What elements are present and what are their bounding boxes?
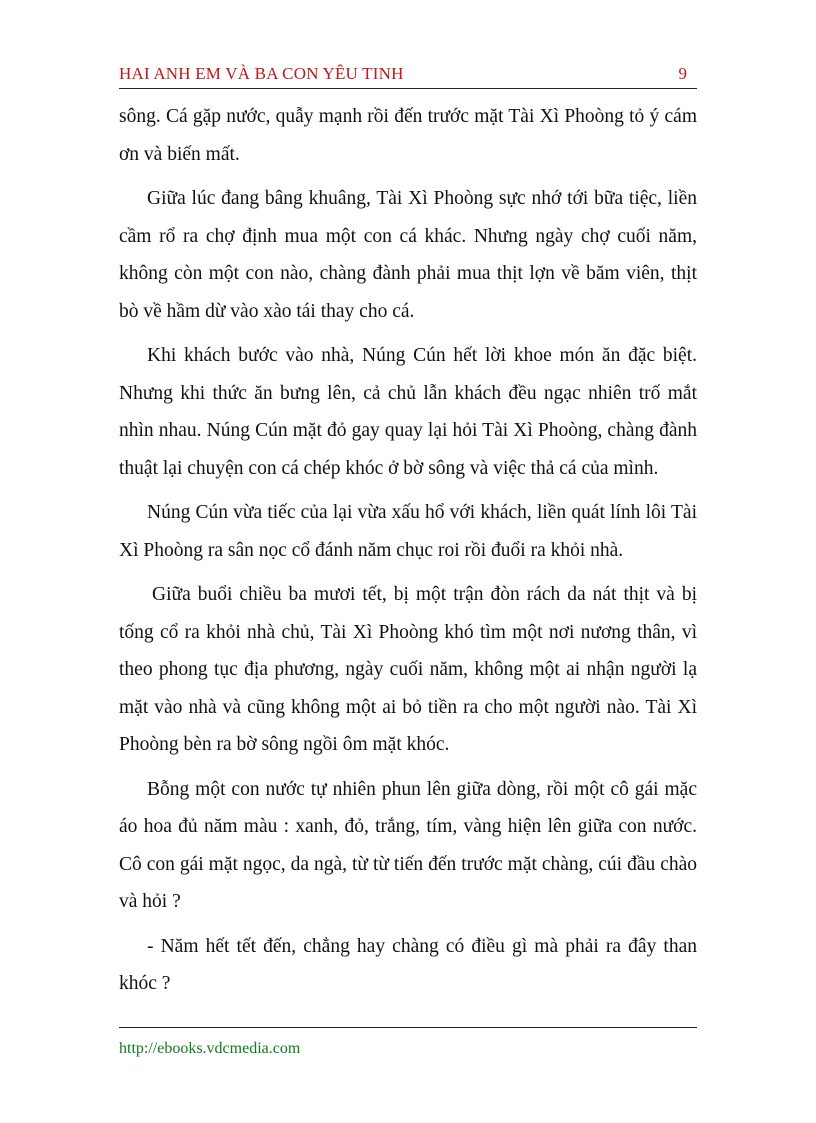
page-number: 9	[678, 64, 687, 83]
footer-divider	[119, 1027, 697, 1028]
paragraph: Giữa lúc đang bâng khuâng, Tài Xì Phoòng sực nhớ tới bữa tiệc, liền cầm rổ ra chợ định mua một con cá khác. Nhưng ngày chợ cuối năm, không còn một con nào, chàng đành phải mua thịt lợn về băm viên, thịt bò về hầm dừ vào xào tái thay cho cá.	[119, 188, 697, 322]
paragraph: Khi khách bước vào nhà, Núng Cún hết lời khoe món ăn đặc biệt. Nhưng khi thức ăn bưng lên, cả chủ lẫn khách đều ngạc nhiên trố mắt nhìn nhau. Núng Cún mặt đỏ gay quay lại hỏi Tài Xì Phoòng, chàng đành thuật lại chuyện con cá chép khóc ở bờ sông và việc thả cá của mình.	[119, 345, 697, 479]
paragraph: Núng Cún vừa tiếc của lại vừa xấu hổ với khách, liền quát lính lôi Tài Xì Phoòng ra sân nọc cổ đánh năm chục roi rồi đuổi ra khỏi nhà.	[119, 502, 697, 561]
running-header	[119, 60, 697, 89]
paragraph: sông. Cá gặp nước, quẫy mạnh rồi đến trước mặt Tài Xì Phoòng tỏ ý cám ơn và biến mất.	[119, 106, 697, 165]
paragraph: Giữa buổi chiều ba mươi tết, bị một trận đòn rách da nát thịt và bị tống cổ ra khỏi nhà chủ, Tài Xì Phoòng khó tìm một nơi nương thân, vì theo phong tục địa phương, ngày cuối năm, không một ai nhận người lạ mặt vào nhà và cũng không một ai bỏ tiền ra cho một người nào. Tài Xì Phoòng bèn ra bờ sông ngồi ôm mặt khóc.	[119, 584, 697, 755]
paragraph: - Năm hết tết đến, chẳng hay chàng có điều gì mà phải ra đây than khóc ?	[119, 935, 697, 994]
body-text	[119, 98, 697, 1010]
paragraph: Bỗng một con nước tự nhiên phun lên giữa dòng, rồi một cô gái mặc áo hoa đủ năm màu : xanh, đỏ, trắng, tím, vàng hiện lên giữa con nước. Cô con gái mặt ngọc, da ngà, từ từ tiến đến trước mặt chàng, cúi đầu chào và hỏi ?	[119, 778, 697, 912]
footer-url-link[interactable]: http://ebooks.vdcmedia.com	[119, 1040, 301, 1057]
book-title: HAI ANH EM VÀ BA CON YÊU TINH	[119, 64, 404, 83]
